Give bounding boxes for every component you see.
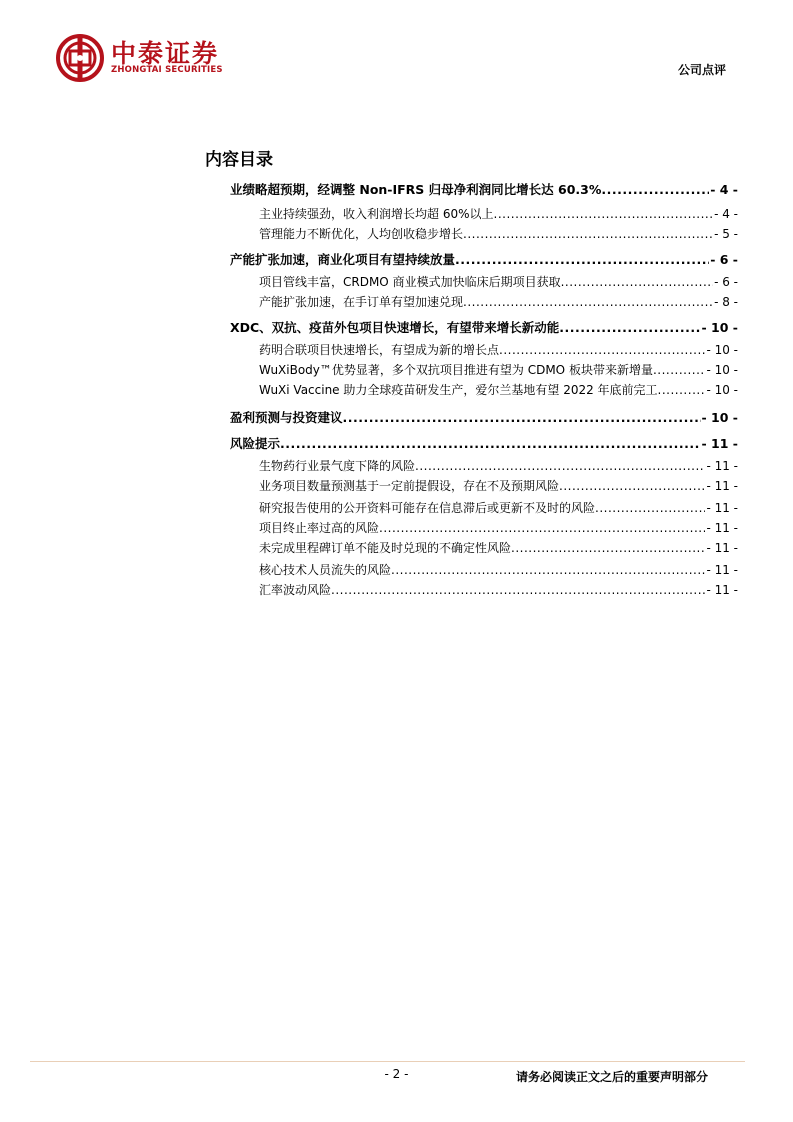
toc-subsection-entry[interactable] bbox=[259, 380, 738, 400]
toc-entry-page: - 4 - bbox=[714, 207, 738, 221]
page-number: - 2 - bbox=[384, 1067, 409, 1081]
toc-section-entry[interactable] bbox=[230, 180, 738, 200]
toc-entry-title: 主业持续强劲，收入利润增长均超 60%以上 bbox=[259, 207, 494, 221]
toc-entry-title: 项目管线丰富，CRDMO 商业模式加快临床后期项目获取 bbox=[259, 275, 561, 289]
toc-subsection-entry[interactable] bbox=[259, 204, 738, 224]
toc-entry-title: 未完成里程碑订单不能及时兑现的不确定性风险 bbox=[259, 541, 512, 555]
brand-name-en: ZHONGTAI SECURITIES bbox=[111, 65, 223, 75]
toc-leader-dots bbox=[559, 318, 700, 338]
toc-entry-title: 生物药行业景气度下降的风险 bbox=[259, 459, 416, 473]
toc-leader-dots bbox=[561, 272, 713, 292]
toc-section-entry[interactable] bbox=[230, 250, 738, 270]
toc-entry-page: - 11 - bbox=[706, 541, 738, 555]
toc-entry-title: 汇率波动风险 bbox=[259, 583, 332, 597]
toc-entry-page: - 10 - bbox=[706, 363, 738, 377]
toc-leader-dots bbox=[280, 434, 701, 454]
toc-subsection-entry[interactable] bbox=[259, 538, 738, 558]
toc-leader-dots bbox=[601, 180, 709, 200]
toc-entry-page: - 11 - bbox=[701, 436, 738, 451]
toc-entry-title: 盈利预测与投资建议 bbox=[230, 410, 343, 425]
toc-title: 内容目录 bbox=[205, 150, 273, 170]
toc-entry-page: - 11 - bbox=[706, 501, 738, 515]
toc-entry-title: WuXi Vaccine 助力全球疫苗研发生产，爱尔兰基地有望 2022 年底前完工 bbox=[259, 383, 658, 397]
toc-entry-page: - 11 - bbox=[706, 563, 738, 577]
toc-leader-dots bbox=[595, 498, 705, 518]
toc-entry-title: 产能扩张加速，在手订单有望加速兑现 bbox=[259, 295, 464, 309]
toc-leader-dots bbox=[559, 476, 705, 496]
toc-entry-page: - 10 - bbox=[701, 320, 738, 335]
toc-subsection-entry[interactable] bbox=[259, 518, 738, 538]
toc-leader-dots bbox=[511, 538, 705, 558]
toc-subsection-entry[interactable] bbox=[259, 340, 738, 360]
toc-leader-dots bbox=[463, 292, 713, 312]
toc-entry-title: 业务项目数量预测基于一定前提假设，存在不及预期风险 bbox=[259, 479, 560, 493]
toc-leader-dots bbox=[379, 518, 705, 538]
toc-entry-title: 管理能力不断优化，人均创收稳步增长 bbox=[259, 227, 464, 241]
toc-section-entry[interactable] bbox=[230, 434, 738, 454]
toc-entry-title: 药明合联项目快速增长，有望成为新的增长点 bbox=[259, 343, 500, 357]
zhongtai-logo-icon bbox=[56, 34, 104, 82]
toc-leader-dots bbox=[391, 560, 705, 580]
toc-leader-dots bbox=[658, 380, 706, 400]
toc-subsection-entry[interactable] bbox=[259, 560, 738, 580]
toc-leader-dots bbox=[343, 408, 701, 428]
toc-entry-page: - 10 - bbox=[701, 410, 738, 425]
toc-entry-title: 项目终止率过高的风险 bbox=[259, 521, 380, 535]
toc-subsection-entry[interactable] bbox=[259, 292, 738, 312]
toc-leader-dots bbox=[331, 580, 705, 600]
toc-entry-title: 研究报告使用的公开资料可能存在信息滞后或更新不及时的风险 bbox=[259, 501, 596, 515]
report-type-label: 公司点评 bbox=[678, 63, 727, 77]
toc-subsection-entry[interactable] bbox=[259, 476, 738, 496]
toc-entry-page: - 6 - bbox=[710, 252, 738, 267]
toc-section-entry[interactable] bbox=[230, 408, 738, 428]
toc-entry-title: 产能扩张加速，商业化项目有望持续放量 bbox=[230, 252, 456, 267]
toc-entry-page: - 10 - bbox=[706, 343, 738, 357]
footer-disclaimer: 请务必阅读正文之后的重要声明部分 bbox=[516, 1070, 709, 1084]
toc-subsection-entry[interactable] bbox=[259, 360, 738, 380]
toc-subsection-entry[interactable] bbox=[259, 498, 738, 518]
toc-leader-dots bbox=[415, 456, 705, 476]
toc-entry-page: - 6 - bbox=[714, 275, 738, 289]
toc-subsection-entry[interactable] bbox=[259, 224, 738, 244]
toc-entry-page: - 8 - bbox=[714, 295, 738, 309]
toc-entry-title: 风险提示 bbox=[230, 436, 281, 451]
brand-name-cn: 中泰证券 bbox=[111, 39, 220, 68]
toc-subsection-entry[interactable] bbox=[259, 580, 738, 600]
toc-leader-dots bbox=[499, 340, 705, 360]
toc-entry-page: - 11 - bbox=[706, 583, 738, 597]
toc-leader-dots bbox=[455, 250, 709, 270]
toc-leader-dots bbox=[653, 360, 705, 380]
toc-entry-page: - 11 - bbox=[706, 459, 738, 473]
toc-entry-page: - 11 - bbox=[706, 479, 738, 493]
toc-entry-title: 核心技术人员流失的风险 bbox=[259, 563, 392, 577]
page-header bbox=[0, 0, 793, 90]
toc-entry-title: 业绩略超预期，经调整 Non-IFRS 归母净利润同比增长达 60.3% bbox=[230, 182, 602, 197]
toc-subsection-entry[interactable] bbox=[259, 456, 738, 476]
toc-subsection-entry[interactable] bbox=[259, 272, 738, 292]
toc-entry-title: WuXiBody™优势显著，多个双抗项目推进有望为 CDMO 板块带来新增量 bbox=[259, 363, 653, 377]
toc-entry-page: - 5 - bbox=[714, 227, 738, 241]
toc-leader-dots bbox=[463, 224, 713, 244]
toc-entry-page: - 10 - bbox=[706, 383, 738, 397]
toc-leader-dots bbox=[494, 204, 714, 224]
toc-entry-page: - 11 - bbox=[706, 521, 738, 535]
footer-divider bbox=[30, 1061, 745, 1062]
toc-entry-title: XDC、双抗、疫苗外包项目快速增长，有望带来增长新动能 bbox=[230, 320, 560, 335]
toc-section-entry[interactable] bbox=[230, 318, 738, 338]
toc-entry-page: - 4 - bbox=[710, 182, 738, 197]
